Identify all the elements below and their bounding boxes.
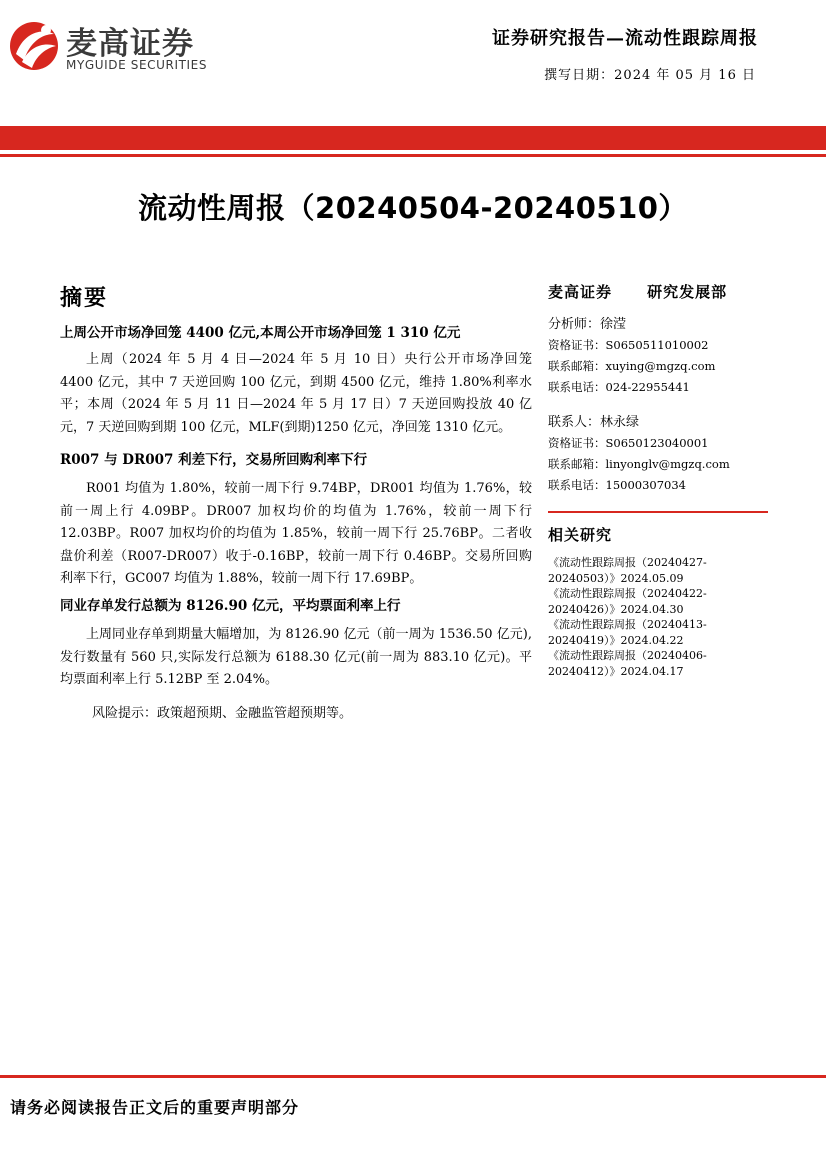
footer-rule xyxy=(0,1075,826,1078)
analyst-phone: 联系电话：024-22955441 xyxy=(548,380,690,394)
contact-name: 联系人：林永绿 xyxy=(548,415,640,430)
footer-notice: 请务必阅读报告正文后的重要声明部分 xyxy=(10,1098,300,1117)
section-heading-open-market: 上周公开市场净回笼 4400 亿元,本周公开市场净回笼 1 310 亿元 xyxy=(60,325,461,341)
header-rule xyxy=(0,154,826,157)
analyst-name: 分析师：徐滢 xyxy=(548,317,627,332)
risk-notice: 风险提示：政策超预期、金融监管超预期等。 xyxy=(92,706,353,721)
research-item[interactable]: 《流动性跟踪周报（20240427- 20240503）》2024.05.09 xyxy=(548,556,707,585)
sidebar-rule xyxy=(548,511,768,513)
section-heading-ncd: 同业存单发行总额为 8126.90 亿元，平均票面利率上行 xyxy=(60,598,401,614)
related-research-heading: 相关研究 xyxy=(548,526,613,544)
section-body-open-market: 上周（2024 年 5 月 4 日—2024 年 5 月 10 日）央行公开市场净回笼 4400 亿元，其中 7 天逆回购 100 亿元，到期 4500 亿元，维持 1.80%利率水平；本周（2024 年 5 月 11 日—2024 年 5 月 17 日）7 天逆回购投放 40 亿元，7 天逆回购到期 100 亿元，MLF(到期)1250 亿元，净回笼 1310 亿元。 xyxy=(60,352,532,435)
sidebar-org xyxy=(548,281,770,302)
research-item[interactable]: 《流动性跟踪周报（20240406- 20240412）》2024.04.17 xyxy=(548,649,707,678)
company-logo xyxy=(8,14,228,76)
section-body-repo: R001 均值为 1.80%，较前一周下行 9.74BP，DR001 均值为 1.76%，较前一周上行 4.09BP。DR007 加权均价的均值为 1.76%，较前一周下行 12.03BP。R007 加权均价的均值为 1.85%，较前一周下行 25.76BP。二者收盘价利差（R007-DR007）收于-0.16BP，较前一周下行 0.46BP。交易所回购利率下行，GC007 均值为 1.88%，较前一周下行 17.69BP。 xyxy=(60,481,532,586)
header-band xyxy=(0,126,826,150)
contact-phone: 联系电话：15000307034 xyxy=(548,478,686,492)
research-item[interactable]: 《流动性跟踪周报（20240422- 20240426）》2024.04.30 xyxy=(548,587,707,616)
related-research-list xyxy=(548,555,768,679)
analyst-block xyxy=(548,314,770,398)
logo-text-cn: 麦高证券 xyxy=(66,26,194,62)
logo-text-en: MYGUIDE SECURITIES xyxy=(66,58,208,72)
report-date: 撰写日期：2024 年 05 月 16 日 xyxy=(544,68,756,83)
logo-mark-icon xyxy=(8,16,60,72)
report-type: 证券研究报告—流动性跟踪周报 xyxy=(492,28,758,49)
page-title: 流动性周报（20240504-20240510） xyxy=(138,191,688,225)
contact-block xyxy=(548,412,770,496)
research-item[interactable]: 《流动性跟踪周报（20240413- 20240419）》2024.04.22 xyxy=(548,618,707,647)
org-name: 麦高证券 xyxy=(548,283,613,301)
contact-cert: 资格证书：S0650123040001 xyxy=(548,436,709,450)
dept-name: 研究发展部 xyxy=(647,283,728,301)
analyst-cert: 资格证书：S0650511010002 xyxy=(548,338,709,352)
section-heading-repo: R007 与 DR007 利差下行，交易所回购利率下行 xyxy=(60,452,368,468)
summary-heading: 摘要 xyxy=(60,285,109,311)
analyst-email[interactable]: 联系邮箱：xuying@mgzq.com xyxy=(548,359,716,373)
contact-email[interactable]: 联系邮箱：linyonglv@mgzq.com xyxy=(548,457,730,471)
section-body-ncd: 上周同业存单到期量大幅增加，为 8126.90 亿元（前一周为 1536.50 亿元),发行数量有 560 只,实际发行总额为 6188.30 亿元(前一周为 883.10 亿元)。平均票面利率上行 5.12BP 至 2.04%。 xyxy=(60,627,532,687)
